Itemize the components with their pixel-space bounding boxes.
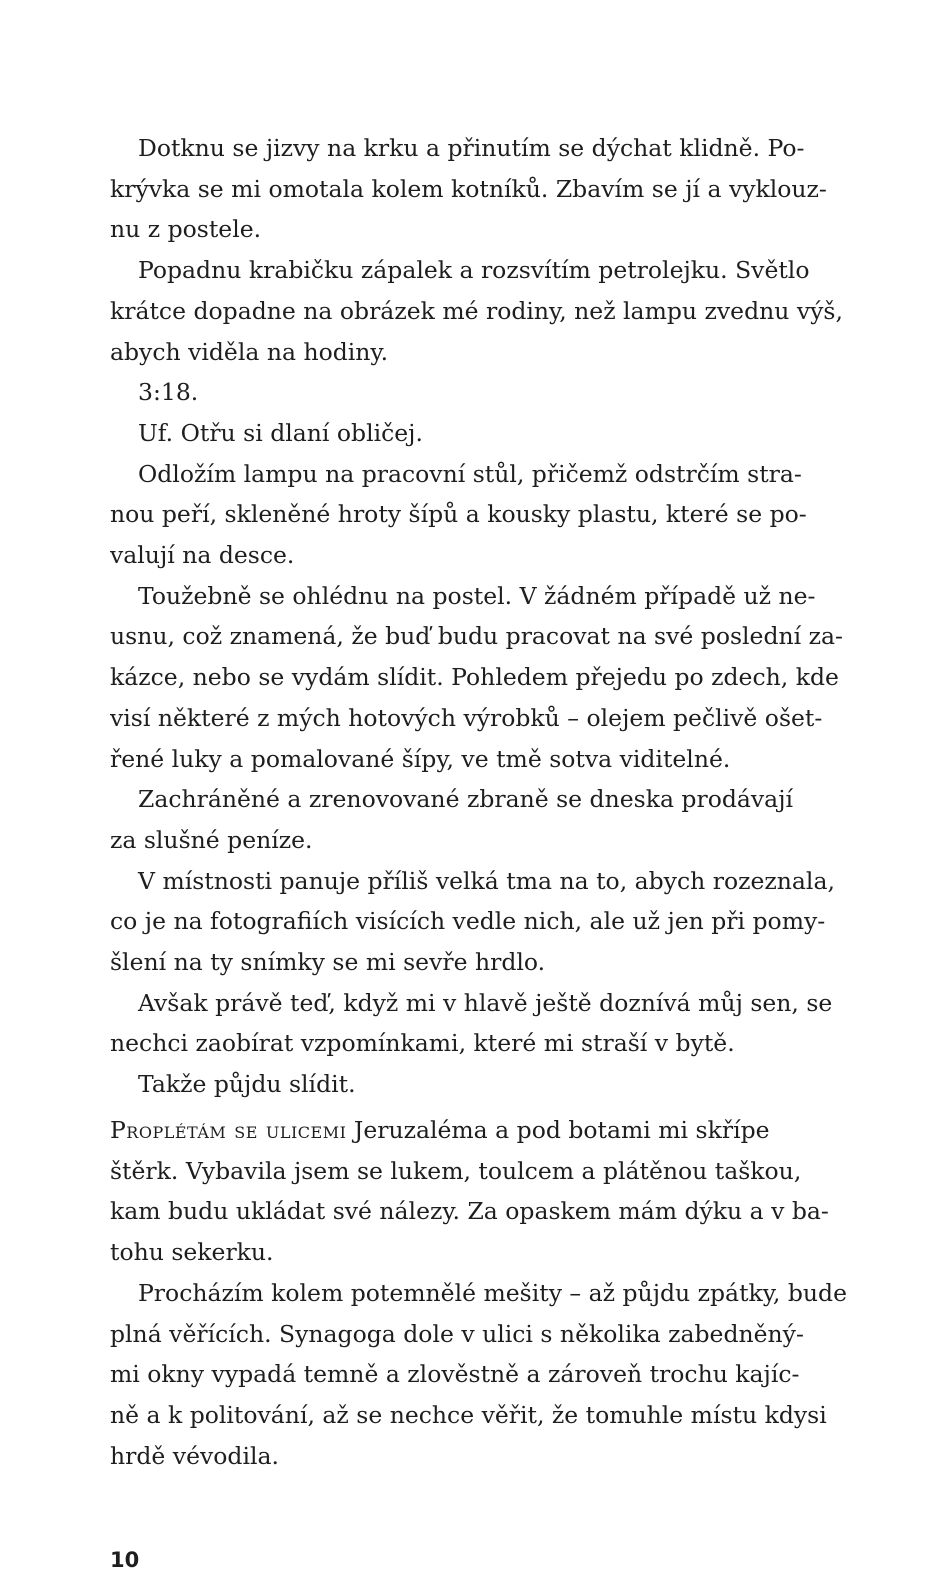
text-line: plná věřících. Synagoga dole v ulici s několika zabedněný-	[110, 1319, 804, 1348]
text-line: tohu sekerku.	[110, 1238, 274, 1267]
text-line: valují na desce.	[110, 541, 295, 570]
text-line: nechci zaobírat vzpomínkami, které mi straší v bytě.	[110, 1029, 735, 1058]
text-line: abych viděla na hodiny.	[110, 337, 389, 366]
text-line: hrdě vévodila.	[110, 1441, 279, 1470]
text-line: kázce, nebo se vydám slídit. Pohledem přejedu po zdech, kde	[110, 663, 839, 692]
text-line: krývka se mi omotala kolem kotníků. Zbavím se jí a vyklouz-	[110, 174, 827, 203]
section-opening-line	[110, 1110, 864, 1151]
text-line: krátce dopadne na obrázek mé rodiny, než lampu zvednu výš,	[110, 296, 843, 325]
text-line: visí některé z mých hotových výrobků – olejem pečlivě ošet-	[110, 703, 823, 732]
text-line: Toužebně se ohlédnu na postel. V žádném případě už ne-	[138, 581, 816, 610]
text-line: usnu, což znamená, že buď budu pracovat na své poslední za-	[110, 622, 843, 651]
text-line: Dotknu se jizvy na krku a přinutím se dýchat klidně. Po-	[138, 134, 805, 162]
text-line: 3:18.	[138, 378, 199, 407]
text-line: Procházím kolem potemnělé mešity – až půjdu zpátky, bude	[138, 1278, 847, 1307]
text-section-2	[110, 1110, 864, 1476]
text-line: štěrk. Vybavila jsem se lukem, toulcem a plátěnou taškou,	[110, 1156, 802, 1185]
page-number: 10	[110, 1548, 140, 1572]
text-line: Takže půjdu slídit.	[138, 1070, 356, 1099]
text-line: kam budu ukládat své nálezy. Za opaskem mám dýku a v ba-	[110, 1197, 829, 1226]
text-line: Avšak právě teď, když mi v hlavě ještě doznívá můj sen, se	[138, 988, 833, 1017]
text-line: co je na fotografiích visících vedle nich, ale už jen při pomy-	[110, 907, 826, 936]
section-lead-smallcaps: Proplétám se ulicemi	[110, 1116, 347, 1144]
text-line: ně a k politování, až se nechce věřit, že tomuhle místu kdysi	[110, 1400, 827, 1429]
text-line: Odložím lampu na pracovní stůl, přičemž odstrčím stra-	[138, 459, 802, 488]
text-line: Popadnu krabičku zápalek a rozsvítím petrolejku. Světlo	[138, 256, 810, 285]
section-opening-rest: Jeruzaléma a pod botami mi skřípe	[346, 1116, 770, 1144]
text-line: V místnosti panuje příliš velká tma na to, abych rozeznala,	[138, 866, 835, 895]
text-line: za slušné peníze.	[110, 825, 313, 854]
text-section-1	[110, 128, 864, 1105]
text-line: Zachráněné a zrenovované zbraně se dneska prodávají	[138, 785, 793, 814]
text-line: řené luky a pomalované šípy, ve tmě sotva viditelné.	[110, 744, 731, 773]
text-line: šlení na ty snímky se mi sevře hrdlo.	[110, 948, 546, 977]
text-line: mi okny vypadá temně a zlověstně a zároveň trochu kajíc-	[110, 1360, 800, 1389]
text-line: Uf. Otřu si dlaní obličej.	[138, 418, 423, 447]
text-line: nou peří, skleněné hroty šípů a kousky plastu, které se po-	[110, 500, 807, 529]
text-line: nu z postele.	[110, 215, 262, 244]
